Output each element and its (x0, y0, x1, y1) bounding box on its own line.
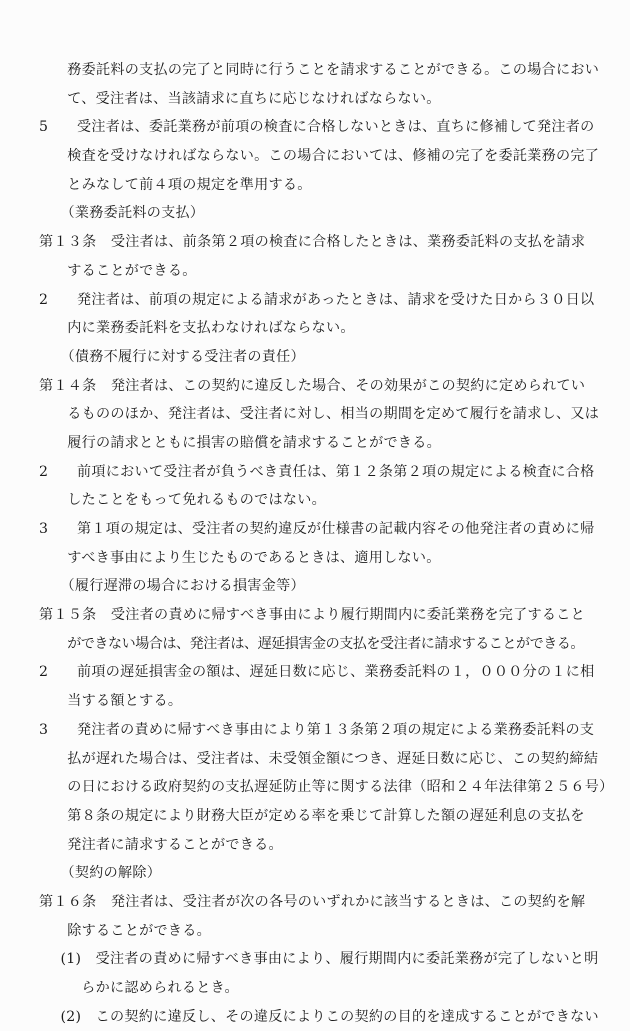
document-line: 検査を受けなければならない。この場合においては、修補の完了を委託業務の完了 (67, 148, 600, 165)
document-line: 第１６条 発注者は、受注者が次の各号のいずれかに該当するときは、この契約を解 (39, 893, 586, 910)
document-line: 当する額とする。 (67, 693, 183, 710)
document-line: るもののほか、発注者は、受注者に対し、相当の期間を定めて履行を請求し、又は (67, 406, 600, 423)
document-line: 3 発注者の責めに帰すべき事由により第１３条第２項の規定による業務委託料の支 (39, 721, 595, 738)
document-line: て、受注者は、当該請求に直ちに応じなければならない。 (67, 90, 441, 107)
document-line: すべき事由により生じたものであるときは、適用しない。 (67, 549, 441, 566)
document-line: 2 前項の遅延損害金の額は、遅延日数に応じ、業務委託料の１，０００分の１に相 (39, 664, 595, 681)
document-line: ができない場合は、発注者は、遅延損害金の支払を受注者に請求することができる。 (67, 635, 584, 652)
document-line: の日における政府契約の支払遅延防止等に関する法律（昭和２４年法律第２５６号） (67, 779, 614, 796)
document-line: 第１５条 受注者の責めに帰すべき事由により履行期間内に委託業務を完了すること (39, 607, 585, 624)
document-line: したことをもって免れるものではない。 (67, 492, 326, 509)
document-line: 払が遅れた場合は、受注者は、未受領金額につき、遅延日数に応じ、この契約締結 (67, 750, 599, 767)
document-line: 除することができる。 (67, 922, 211, 939)
document-line: 第８条の規定により財務大臣が定める率を乗じて計算した額の遅延利息の支払を (67, 807, 585, 824)
document-line: 5 受注者は、委託業務が前項の検査に合格しないときは、直ちに修補して発注者の (39, 119, 595, 136)
document-line: 第１４条 発注者は、この契約に違反した場合、その効果がこの契約に定められてい (39, 377, 586, 394)
document-line: (1) 受注者の責めに帰すべき事由により、履行期間内に委託業務が完了しないと明 (60, 951, 599, 968)
document-line: (2) この契約に違反し、その違反によりこの契約の目的を達成することができない (60, 1008, 599, 1025)
document-line: することができる。 (67, 262, 197, 279)
document-line: （業務委託料の支払） (60, 205, 205, 222)
document-line: 履行の請求とともに損害の賠償を請求することができる。 (67, 434, 441, 451)
document-line: 第１３条 受注者は、前条第２項の検査に合格したときは、業務委託料の支払を請求 (39, 234, 586, 251)
document-line: 務委託料の支払の完了と同時に行うことを請求することができる。この場合におい (67, 62, 600, 78)
document-line: 2 発注者は、前項の規定による請求があったときは、請求を受けた日から３０日以 (39, 291, 595, 308)
document-line: （債務不履行に対する受注者の責任） (60, 348, 305, 365)
document-line: 3 第１項の規定は、受注者の契約違反が仕様書の記載内容その他発注者の責めに帰 (39, 521, 595, 537)
document-line: 内に業務委託料を支払わなければならない。 (67, 320, 355, 337)
document-line: とみなして前４項の規定を準用する。 (67, 176, 312, 193)
document-line: （履行遅滞の場合における損害金等） (60, 578, 305, 595)
document-line: 2 前項において受注者が負うべき責任は、第１２条第２項の規定による検査に合格 (39, 463, 595, 480)
document-text-body (39, 56, 614, 1031)
document-line: らかに認められるとき。 (81, 980, 239, 996)
document-line: 発注者に請求することができる。 (67, 836, 283, 853)
document-line: （契約の解除） (60, 865, 162, 882)
